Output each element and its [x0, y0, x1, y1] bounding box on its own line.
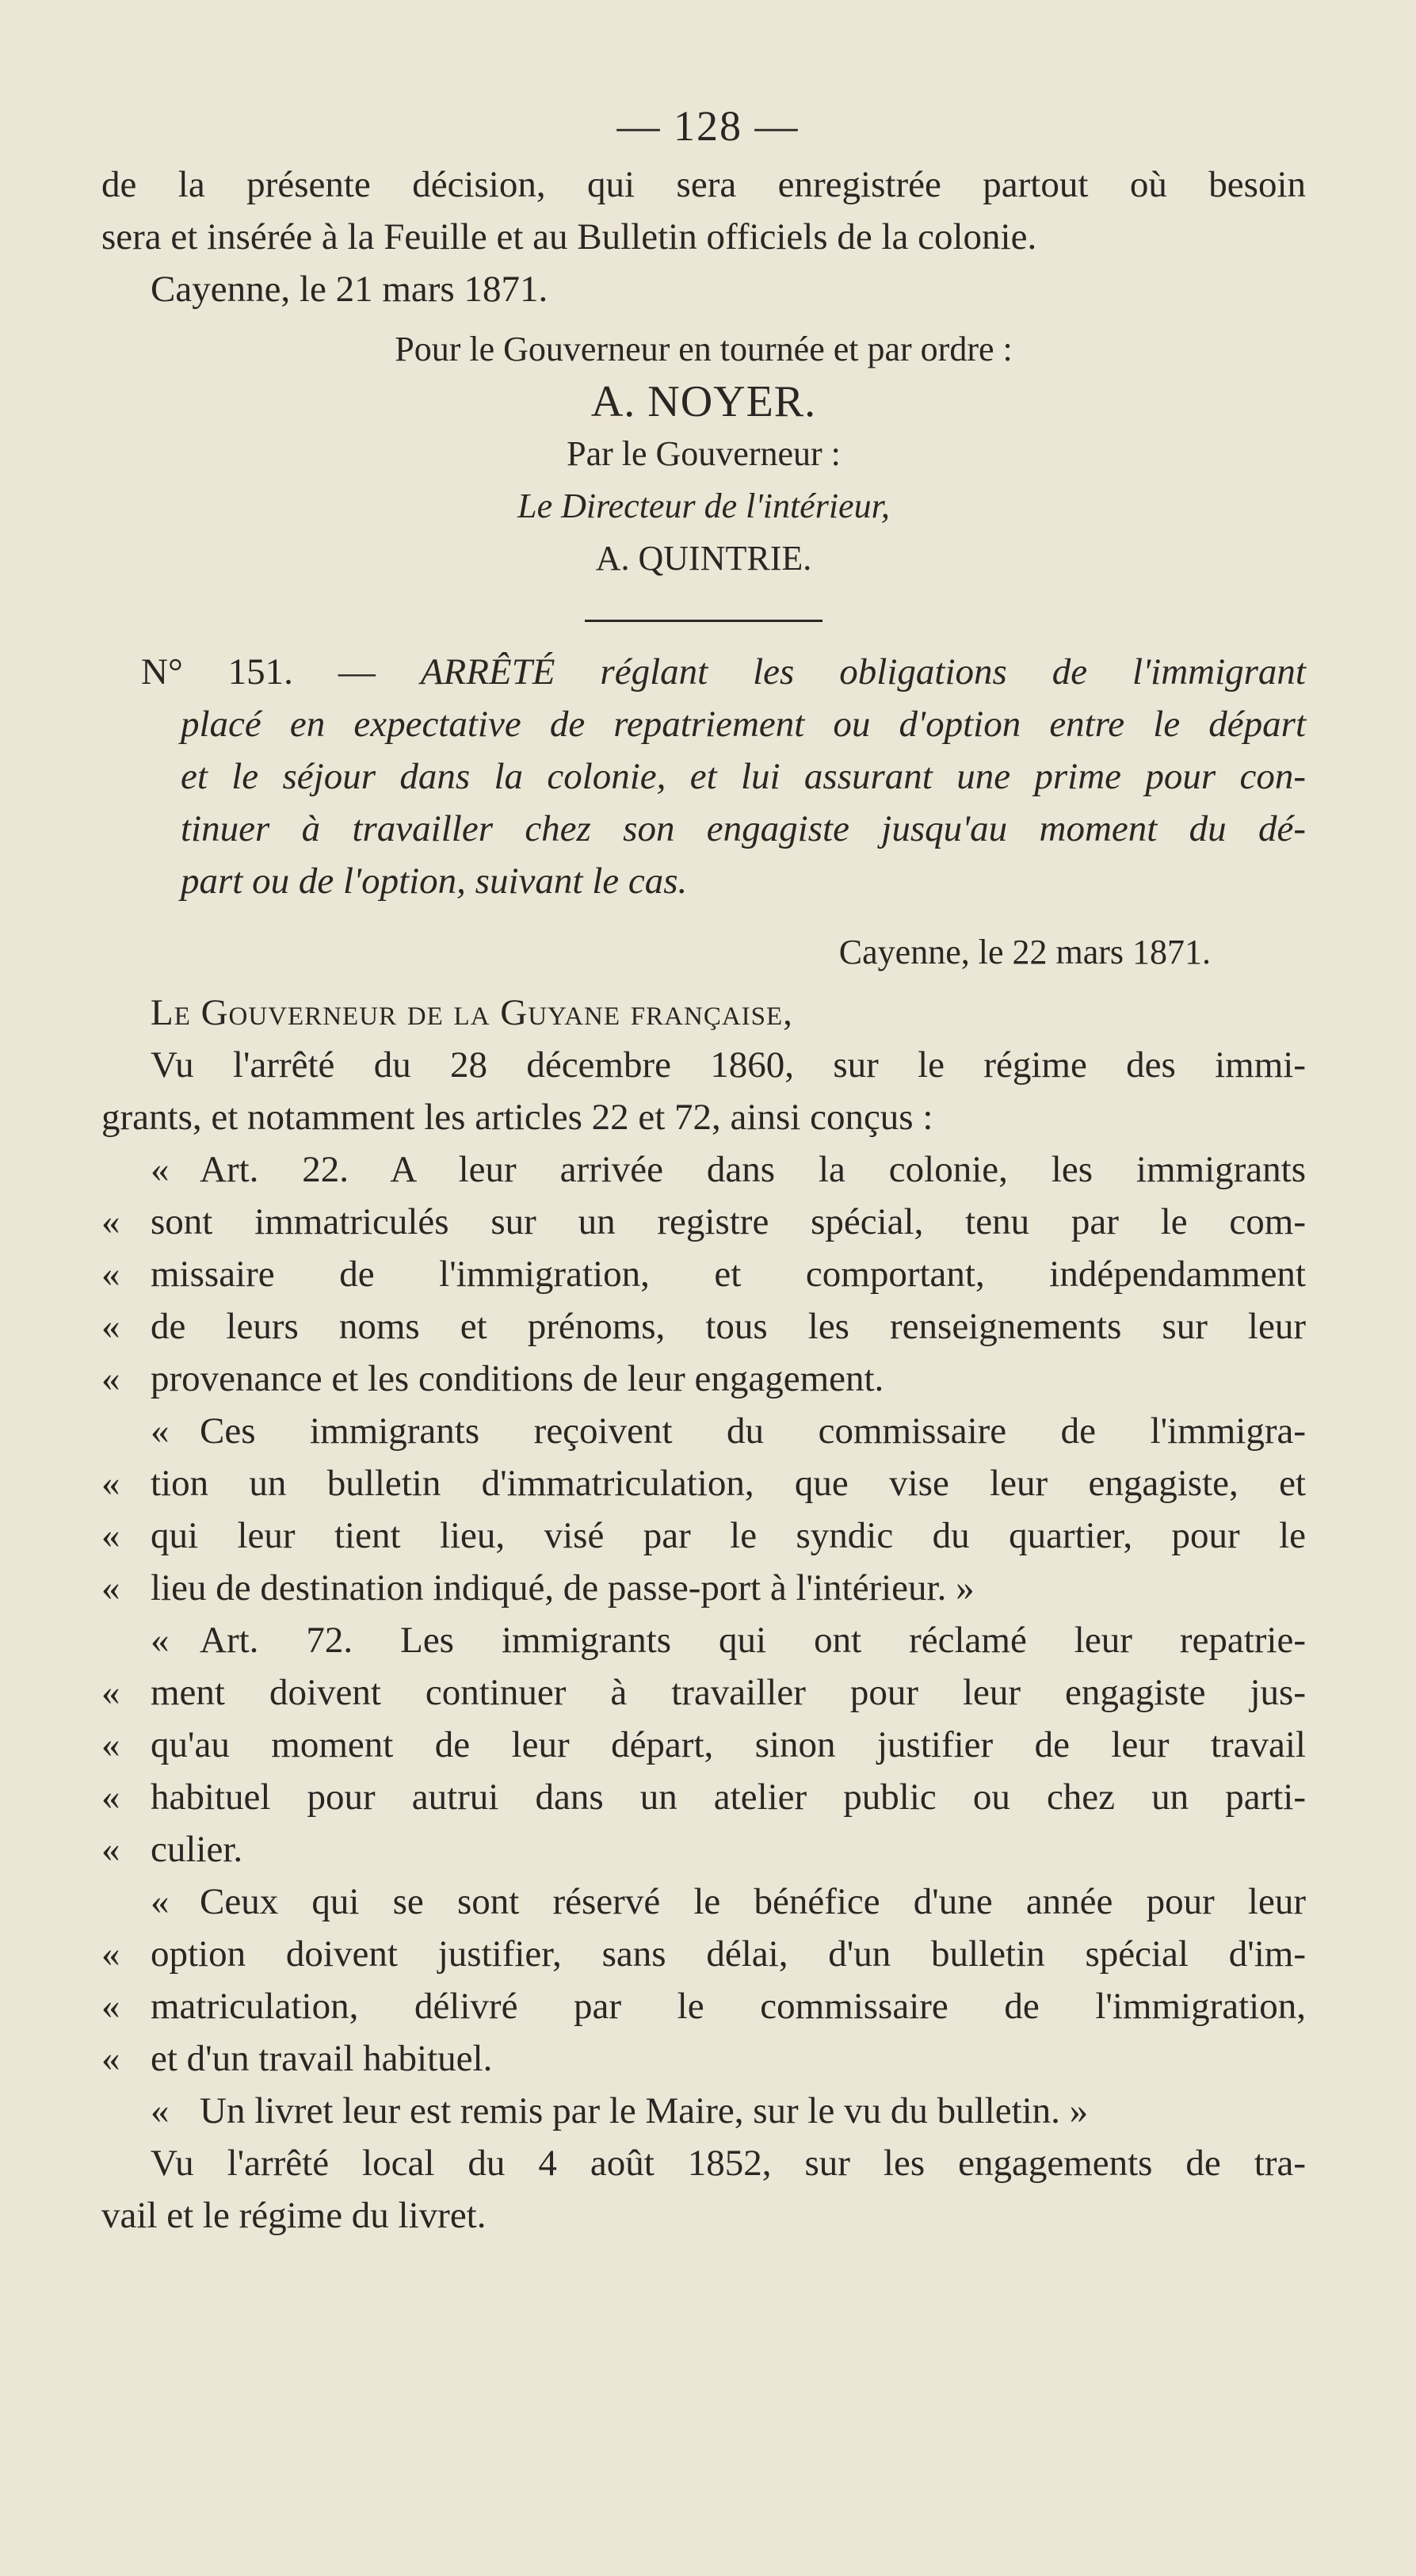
page-body	[101, 158, 1306, 2242]
quote-text: lieu de destination indiqué, de passe-port à l'intérieur. »	[151, 1567, 975, 1609]
quote-text: Ceux qui se sont réservé le bénéfice d'une année pour leur	[200, 1881, 1306, 1922]
quote-text: Art. 72. Les immigrants qui ont réclamé leur repatrie-	[200, 1620, 1306, 1661]
signature-by-line: Par le Gouverneur :	[567, 434, 841, 473]
arrete-title-first: ARRÊTÉ réglant les obligations de l'immigrant	[420, 651, 1306, 693]
quote-mark: «	[101, 1933, 120, 1975]
quote-line	[101, 1719, 1306, 1771]
quote-mark: «	[101, 1986, 120, 2027]
quote-mark: «	[151, 1410, 170, 1452]
arrete-title-line: et le séjour dans la colonie, et lui assurant une prime pour con-	[181, 756, 1306, 797]
quote-text: sont immatriculés sur un registre spécial, tenu par le com-	[151, 1201, 1306, 1242]
quote-line	[101, 1143, 1306, 1196]
quote-line	[101, 1928, 1306, 1980]
quote-mark: «	[101, 1515, 120, 1556]
arrete-title	[101, 646, 1306, 907]
quote-line	[101, 1666, 1306, 1719]
quote-line	[101, 1771, 1306, 1823]
arrete-date: Cayenne, le 22 mars 1871.	[838, 933, 1211, 971]
quote-text: qu'au moment de leur départ, sinon justifier de leur travail	[151, 1724, 1306, 1765]
quote-mark: «	[151, 1149, 170, 1190]
quote-text: Art. 22. A leur arrivée dans la colonie, les immigrants	[200, 1149, 1306, 1190]
page-number: — 128 —	[616, 102, 800, 150]
quote-mark: «	[101, 1254, 120, 1295]
quote-mark: «	[151, 2090, 170, 2131]
quote-line	[101, 1509, 1306, 1562]
section-divider	[585, 620, 823, 622]
quote-mark: «	[101, 1358, 120, 1399]
continuation-line: sera et insérée à la Feuille et au Bulletin officiels de la colonie.	[101, 216, 1037, 258]
quote-mark: «	[101, 1567, 120, 1609]
quote-line	[101, 1405, 1306, 1457]
quote-line	[101, 2085, 1306, 2137]
quote-mark: «	[101, 1724, 120, 1765]
arrete-title-line	[141, 646, 1306, 698]
quote-mark: «	[101, 1463, 120, 1504]
signature-for-line: Pour le Gouverneur en tournée et par ordre :	[395, 330, 1013, 368]
quote-line	[101, 1300, 1306, 1353]
quote-text: matriculation, délivré par le commissaire de l'immigration,	[151, 1986, 1306, 2027]
quote-text: provenance et les conditions de leur engagement.	[151, 1358, 884, 1399]
quote-mark: «	[101, 1306, 120, 1347]
quote-mark: «	[151, 1881, 170, 1922]
quote-text: Ces immigrants reçoivent du commissaire de l'immigra-	[200, 1410, 1306, 1452]
arrete-number: N° 151. —	[141, 651, 376, 693]
quote-mark: «	[101, 1829, 120, 1870]
quote-text: de leurs noms et prénoms, tous les renseignements sur leur	[151, 1306, 1306, 1347]
quote-mark: «	[101, 1776, 120, 1818]
quote-line	[101, 2032, 1306, 2085]
quote-line	[101, 1980, 1306, 2032]
vu-line: Vu l'arrêté local du 4 août 1852, sur les engagements de tra-	[151, 2143, 1306, 2184]
quote-text: Un livret leur est remis par le Maire, sur le vu du bulletin. »	[200, 2090, 1089, 2131]
date-line: Cayenne, le 21 mars 1871.	[151, 269, 548, 310]
quote-text: culier.	[151, 1829, 243, 1870]
quote-line	[101, 1457, 1306, 1509]
vu-line: grants, et notamment les articles 22 et 72, ainsi conçus :	[101, 1097, 933, 1138]
quote-line	[101, 1196, 1306, 1248]
quote-mark: «	[151, 1620, 170, 1661]
quote-text: habituel pour autrui dans un atelier public ou chez un parti-	[151, 1776, 1306, 1818]
signature-name: A. NOYER.	[590, 377, 817, 426]
arrete-title-line: part ou de l'option, suivant le cas.	[181, 861, 688, 902]
vu-line: vail et le régime du livret.	[101, 2195, 487, 2236]
quote-mark: «	[101, 2038, 120, 2079]
quote-line	[101, 1353, 1306, 1405]
quote-line	[101, 1876, 1306, 1928]
quoted-articles	[101, 1143, 1306, 2137]
quote-text: tion un bulletin d'immatriculation, que vise leur engagiste, et	[151, 1463, 1306, 1504]
quote-line	[101, 1248, 1306, 1300]
arrete-title-line: tinuer à travailler chez son engagiste jusqu'au moment du dé-	[181, 808, 1306, 849]
quote-line	[101, 1614, 1306, 1666]
quote-mark: «	[101, 1672, 120, 1713]
quote-mark: «	[101, 1201, 120, 1242]
quote-line	[101, 1562, 1306, 1614]
quote-text: et d'un travail habituel.	[151, 2038, 493, 2079]
arrete-authority: Le Gouverneur de la Guyane française,	[151, 992, 793, 1033]
arrete-title-line: placé en expectative de repatriement ou d'option entre le départ	[181, 704, 1306, 745]
signature-name-2: A. QUINTRIE.	[595, 539, 812, 578]
quote-text: ment doivent continuer à travailler pour leur engagiste jus-	[151, 1672, 1306, 1713]
vu-line: Vu l'arrêté du 28 décembre 1860, sur le régime des immi-	[151, 1044, 1306, 1086]
quote-text: missaire de l'immigration, et comportant, indépendamment	[151, 1254, 1306, 1295]
continuation-line: de la présente décision, qui sera enregistrée partout où besoin	[101, 164, 1306, 205]
signature-role: Le Directeur de l'intérieur,	[517, 487, 890, 525]
quote-text: option doivent justifier, sans délai, d'un bulletin spécial d'im-	[151, 1933, 1306, 1975]
quote-line	[101, 1823, 1306, 1876]
quote-text: qui leur tient lieu, visé par le syndic du quartier, pour le	[151, 1515, 1306, 1556]
